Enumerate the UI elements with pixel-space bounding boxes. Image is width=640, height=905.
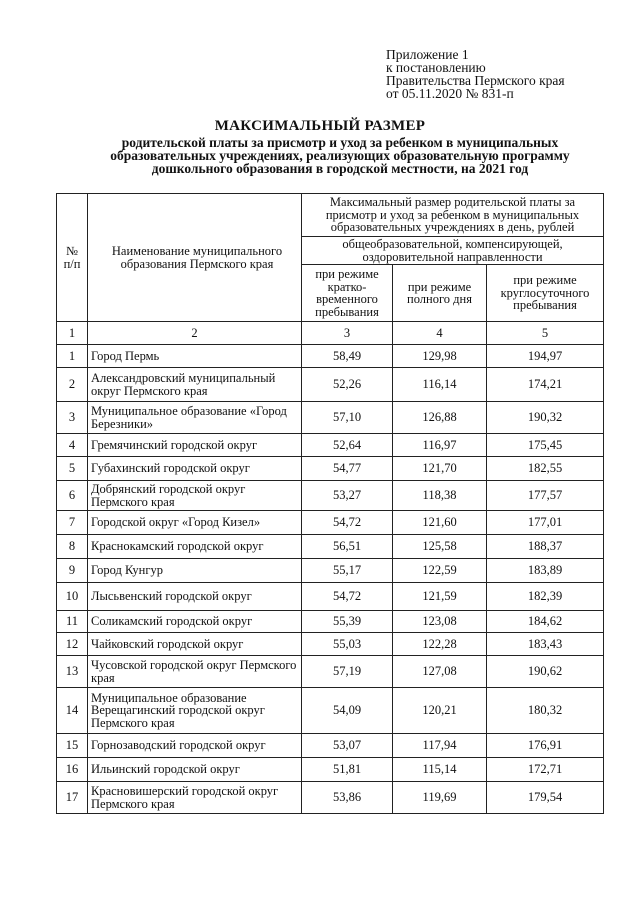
index-cell: 3 bbox=[302, 322, 393, 345]
row-short-stay-fee: 55,17 bbox=[302, 559, 393, 583]
header-num: № п/п bbox=[57, 194, 88, 322]
row-short-stay-fee: 58,49 bbox=[302, 345, 393, 368]
header-max-fee: Максимальный размер родительской платы за присмотр и уход за ребенком в муниципальных образовательных учреждениях в день, рублей bbox=[302, 194, 604, 237]
table-row bbox=[57, 457, 604, 481]
fee-table bbox=[56, 193, 604, 814]
row-num: 10 bbox=[57, 583, 88, 611]
row-round-clock-fee: 175,45 bbox=[487, 434, 604, 457]
row-num: 6 bbox=[57, 481, 88, 511]
row-short-stay-fee: 55,03 bbox=[302, 633, 393, 656]
table-row bbox=[57, 434, 604, 457]
index-cell: 1 bbox=[57, 322, 88, 345]
row-short-stay-fee: 53,27 bbox=[302, 481, 393, 511]
row-full-day-fee: 123,08 bbox=[393, 611, 487, 633]
row-short-stay-fee: 53,07 bbox=[302, 734, 393, 758]
subtitle-line: дошкольного образования в городской местности, на 2021 год bbox=[151, 161, 529, 176]
row-round-clock-fee: 177,01 bbox=[487, 511, 604, 535]
header-name: Наименование муниципального образования Пермского края bbox=[88, 194, 302, 322]
row-round-clock-fee: 190,32 bbox=[487, 402, 604, 434]
row-municipality-name: Лысьвенский городской округ bbox=[88, 583, 302, 611]
row-full-day-fee: 129,98 bbox=[393, 345, 487, 368]
row-short-stay-fee: 56,51 bbox=[302, 535, 393, 559]
row-municipality-name: Соликамский городской округ bbox=[88, 611, 302, 633]
row-short-stay-fee: 54,72 bbox=[302, 511, 393, 535]
row-num: 13 bbox=[57, 656, 88, 688]
table-row bbox=[57, 559, 604, 583]
row-full-day-fee: 116,97 bbox=[393, 434, 487, 457]
row-full-day-fee: 121,70 bbox=[393, 457, 487, 481]
table-body bbox=[57, 345, 604, 814]
row-short-stay-fee: 54,72 bbox=[302, 583, 393, 611]
row-round-clock-fee: 172,71 bbox=[487, 758, 604, 782]
row-full-day-fee: 116,14 bbox=[393, 368, 487, 402]
row-num: 1 bbox=[57, 345, 88, 368]
table-row bbox=[57, 758, 604, 782]
row-full-day-fee: 121,60 bbox=[393, 511, 487, 535]
row-round-clock-fee: 177,57 bbox=[487, 481, 604, 511]
row-num: 7 bbox=[57, 511, 88, 535]
table-row bbox=[57, 402, 604, 434]
table-row bbox=[57, 611, 604, 633]
row-num: 12 bbox=[57, 633, 88, 656]
row-municipality-name: Ильинский городской округ bbox=[88, 758, 302, 782]
appendix-line: Приложение 1 bbox=[386, 47, 469, 62]
row-num: 15 bbox=[57, 734, 88, 758]
row-municipality-name: Александровский муниципальный округ Пермского края bbox=[88, 368, 302, 402]
row-round-clock-fee: 176,91 bbox=[487, 734, 604, 758]
row-round-clock-fee: 180,32 bbox=[487, 688, 604, 734]
row-num: 4 bbox=[57, 434, 88, 457]
document-subtitle bbox=[60, 136, 620, 175]
table-row bbox=[57, 782, 604, 814]
row-num: 11 bbox=[57, 611, 88, 633]
row-round-clock-fee: 182,39 bbox=[487, 583, 604, 611]
row-num: 16 bbox=[57, 758, 88, 782]
header-direction: общеобразовательной, компенсирующей, оздоровительной направленности bbox=[302, 237, 604, 265]
row-short-stay-fee: 54,09 bbox=[302, 688, 393, 734]
row-short-stay-fee: 57,19 bbox=[302, 656, 393, 688]
appendix-line: от 05.11.2020 № 831-п bbox=[386, 86, 514, 101]
row-short-stay-fee: 52,64 bbox=[302, 434, 393, 457]
row-municipality-name: Муниципальное образование «Город Березники» bbox=[88, 402, 302, 434]
subtitle-line: родительской платы за присмотр и уход за ребенком в муниципальных bbox=[121, 135, 559, 150]
document-title: МАКСИМАЛЬНЫЙ РАЗМЕР bbox=[214, 118, 426, 134]
table-row bbox=[57, 633, 604, 656]
table-row bbox=[57, 656, 604, 688]
index-cell: 5 bbox=[487, 322, 604, 345]
row-round-clock-fee: 183,89 bbox=[487, 559, 604, 583]
row-num: 8 bbox=[57, 535, 88, 559]
header-full-day: при режиме полного дня bbox=[393, 265, 487, 322]
row-round-clock-fee: 184,62 bbox=[487, 611, 604, 633]
appendix-line: Правительства Пермского края bbox=[386, 73, 565, 88]
table-row bbox=[57, 688, 604, 734]
row-municipality-name: Губахинский городской округ bbox=[88, 457, 302, 481]
row-round-clock-fee: 190,62 bbox=[487, 656, 604, 688]
row-round-clock-fee: 188,37 bbox=[487, 535, 604, 559]
appendix-note bbox=[386, 48, 565, 100]
table-row bbox=[57, 481, 604, 511]
row-full-day-fee: 122,59 bbox=[393, 559, 487, 583]
table-row bbox=[57, 368, 604, 402]
row-municipality-name: Чусовской городской округ Пермского края bbox=[88, 656, 302, 688]
row-num: 5 bbox=[57, 457, 88, 481]
row-short-stay-fee: 53,86 bbox=[302, 782, 393, 814]
header-short-stay: при режиме кратко-временного пребывания bbox=[302, 265, 393, 322]
table-row bbox=[57, 511, 604, 535]
row-municipality-name: Гремячинский городской округ bbox=[88, 434, 302, 457]
row-municipality-name: Добрянский городской округ Пермского края bbox=[88, 481, 302, 511]
row-full-day-fee: 119,69 bbox=[393, 782, 487, 814]
row-round-clock-fee: 194,97 bbox=[487, 345, 604, 368]
row-municipality-name: Красновишерский городской округ Пермского края bbox=[88, 782, 302, 814]
row-municipality-name: Краснокамский городской округ bbox=[88, 535, 302, 559]
row-municipality-name: Горнозаводский городской округ bbox=[88, 734, 302, 758]
row-municipality-name: Муниципальное образование Верещагинский городской округ Пермского края bbox=[88, 688, 302, 734]
index-cell: 2 bbox=[88, 322, 302, 345]
row-round-clock-fee: 182,55 bbox=[487, 457, 604, 481]
row-short-stay-fee: 54,77 bbox=[302, 457, 393, 481]
row-short-stay-fee: 51,81 bbox=[302, 758, 393, 782]
row-num: 9 bbox=[57, 559, 88, 583]
row-full-day-fee: 115,14 bbox=[393, 758, 487, 782]
row-full-day-fee: 126,88 bbox=[393, 402, 487, 434]
row-round-clock-fee: 183,43 bbox=[487, 633, 604, 656]
row-full-day-fee: 125,58 bbox=[393, 535, 487, 559]
table-header bbox=[57, 194, 604, 345]
index-cell: 4 bbox=[393, 322, 487, 345]
row-round-clock-fee: 179,54 bbox=[487, 782, 604, 814]
subtitle-line: образовательных учреждениях, реализующих образовательную программу bbox=[110, 148, 570, 163]
row-num: 14 bbox=[57, 688, 88, 734]
appendix-line: к постановлению bbox=[386, 60, 486, 75]
row-num: 3 bbox=[57, 402, 88, 434]
row-full-day-fee: 127,08 bbox=[393, 656, 487, 688]
table-row bbox=[57, 535, 604, 559]
header-round-clock: при режиме круглосуточного пребывания bbox=[487, 265, 604, 322]
table-row bbox=[57, 734, 604, 758]
index-row bbox=[57, 322, 604, 345]
table-row bbox=[57, 583, 604, 611]
row-full-day-fee: 118,38 bbox=[393, 481, 487, 511]
table-row bbox=[57, 345, 604, 368]
row-short-stay-fee: 52,26 bbox=[302, 368, 393, 402]
row-round-clock-fee: 174,21 bbox=[487, 368, 604, 402]
row-full-day-fee: 117,94 bbox=[393, 734, 487, 758]
row-full-day-fee: 122,28 bbox=[393, 633, 487, 656]
row-num: 2 bbox=[57, 368, 88, 402]
row-municipality-name: Чайковский городской округ bbox=[88, 633, 302, 656]
row-short-stay-fee: 55,39 bbox=[302, 611, 393, 633]
row-municipality-name: Город Пермь bbox=[88, 345, 302, 368]
row-municipality-name: Городской округ «Город Кизел» bbox=[88, 511, 302, 535]
row-short-stay-fee: 57,10 bbox=[302, 402, 393, 434]
row-num: 17 bbox=[57, 782, 88, 814]
row-full-day-fee: 121,59 bbox=[393, 583, 487, 611]
row-municipality-name: Город Кунгур bbox=[88, 559, 302, 583]
row-full-day-fee: 120,21 bbox=[393, 688, 487, 734]
